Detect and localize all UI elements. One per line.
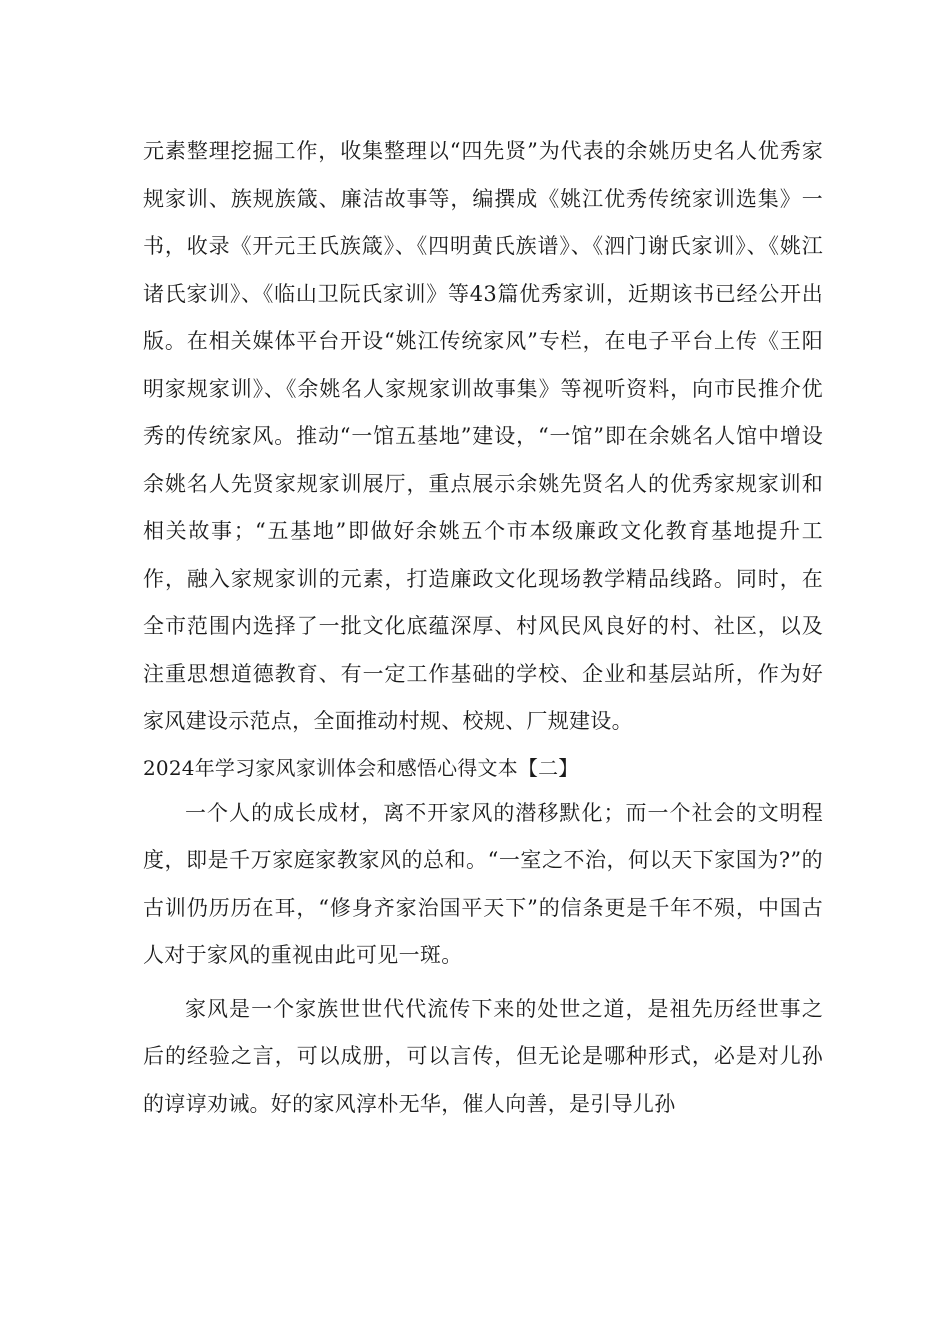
document-page (143, 128, 823, 1128)
body-paragraph-3: 家风是一个家族世世代代流传下来的处世之道，是祖先历经世事之后的经验之言，可以成册，可以言传，但无论是哪种形式，必是对儿孙的谆谆劝诫。好的家风淳朴无华，催人向善，是引导儿孙 (143, 996, 823, 1116)
body-paragraph-1: 元素整理挖掘工作，收集整理以“四先贤”为代表的余姚历史名人优秀家规家训、族规族箴、廉洁故事等，编撰成《姚江优秀传统家训选集》一书，收录《开元王氏族箴》、《四明黄氏族谱》、《泗门谢氏家训》、《姚江诸氏家训》、《临山卫阮氏家训》等43篇优秀家训，近期该书已经公开出版。在相关媒体平台开设“姚江传统家风”专栏，在电子平台上传《王阳明家规家训》、《余姚名人家规家训故事集》等视听资料，向市民推介优秀的传统家风。推动“一馆五基地”建设，“一馆”即在余姚名人馆中增设余姚名人先贤家规家训展厅，重点展示余姚先贤名人的优秀家规家训和相关故事；“五基地”即做好余姚五个市本级廉政文化教育基地提升工作，融入家规家训的元素，打造廉政文化现场教学精品线路。同时，在全市范围内选择了一批文化底蕴深厚、村风民风良好的村、社区，以及注重思想道德教育、有一定工作基础的学校、企业和基层站所，作为好家风建设示范点，全面推动村规、校规、厂规建设。 (143, 139, 823, 733)
section-heading: 2024年学习家风家训体会和感悟心得文本【二】 (143, 755, 579, 780)
body-paragraph-2: 一个人的成长成材，离不开家风的潜移默化；而一个社会的文明程度，即是千万家庭家教家风的总和。“一室之不治，何以天下家国为?”的古训仍历历在耳，“修身齐家治国平天下”的信条更是千年不殒，中国古人对于家风的重视由此可见一斑。 (143, 800, 823, 967)
